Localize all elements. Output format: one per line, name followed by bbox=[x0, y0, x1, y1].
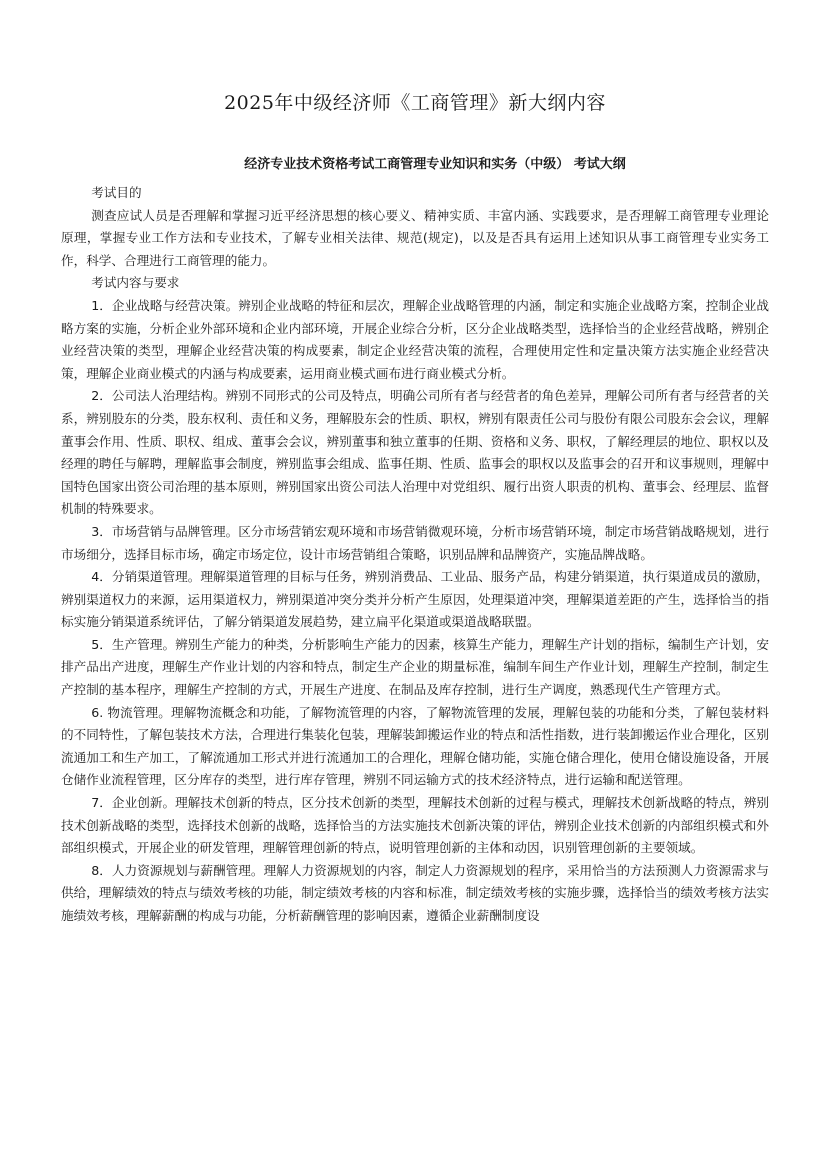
content-item-text: 辨别生产能力的种类，分析影响生产能力的因素，核算生产能力，理解生产计划的指标，编制生产计划，安排产品出产进度，理解生产作业计划的内容和特点，制定生产企业的期量标准，编制车间生产作业计划，理解生产控制，制定生产控制的基本程序，理解生产控制的方式，开展生产进度、在制品及库存控制，进行生产调度，熟悉现代生产管理方式。 bbox=[61, 636, 770, 698]
section-heading-purpose: 考试目的 bbox=[91, 185, 142, 200]
content-item-text: 理解物流概念和功能，了解物流管理的内容，了解物流管理的发展，理解包装的功能和分类，了解包装材料的不同特性，了解包装技术方法，合理进行集装化包装，理解装卸搬运作业的特点和活性指数，进行装卸搬运作业合理化，区别流通加工和生产加工，了解流通加工形式并进行流通加工的合理化，理解仓储功能，实施仓储合理化，使用仓储设施设备，开展仓储作业流程管理，区分库存的类型，进行库存管理，辨别不同运输方式的技术经济特点，进行运输和配送管理。 bbox=[61, 704, 769, 788]
content-item bbox=[61, 566, 769, 634]
content-item-text: 辨别企业战略的特征和层次，理解企业战略管理的内涵，制定和实施企业战略方案，控制企业战略方案的实施，分析企业外部环境和企业内部环境，开展企业综合分析，区分企业战略类型，选择恰当的企业经营战略，辨别企业经营决策的类型，理解企业经营决策的构成要素，制定企业经营决策的流程，合理使用定性和定量决策方法实施企业经营决策，理解企业商业模式的内涵与构成要素，运用商业模式画布进行商业模式分析。 bbox=[61, 297, 769, 381]
document-title: 2025年中级经济师《工商管理》新大纲内容 bbox=[224, 92, 606, 114]
content-item bbox=[61, 634, 769, 702]
document-subtitle: 经济专业技术资格考试工商管理专业知识和实务（中级） 考试大纲 bbox=[244, 157, 626, 172]
content-item-text: 理解渠道管理的目标与任务，辨别消费品、工业品、服务产品，构建分销渠道，执行渠道成员的激励，辨别渠道权力的来源，运用渠道权力，辨别渠道冲突分类并分析产生原因，处理渠道冲突，理解渠道差距的产生，选择恰当的指标实施分销渠道系统评估，了解分销渠道发展趋势，建立扁平化渠道或渠道战略联盟。 bbox=[61, 569, 770, 630]
content-item-title: 7．企业创新。 bbox=[91, 795, 176, 811]
content-item-text: 区分市场营销宏观环境和市场营销微观环境，分析市场营销环境，制定市场营销战略规划，进行市场细分，选择目标市场，确定市场定位，设计市场营销组合策略，识别品牌和品牌资产，实施品牌战略。 bbox=[61, 523, 769, 562]
content-item bbox=[61, 792, 769, 860]
content-item bbox=[61, 702, 769, 792]
content-item-text: 理解技术创新的特点，区分技术创新的类型，理解技术创新的过程与模式，理解技术创新战略的特点，辨别技术创新战略的类型，选择技术创新的战略，选择恰当的方法实施技术创新决策的评估，辨别企业技术创新的内部组织模式和外部组织模式，开展企业的研发管理，理解管理创新的特点，说明管理创新的主体和动因，识别管理创新的主要领域。 bbox=[61, 795, 770, 856]
content-item-text: 辨别不同形式的公司及特点，明确公司所有者与经营者的角色差异，理解公司所有者与经营者的关系，辨别股东的分类，股东权利、责任和义务，理解股东会的性质、职权，辨别有限责任公司与股份有限公司股东会会议，理解董事会作用、性质、职权、组成、董事会会议，辨别董事和独立董事的任期、资格和义务、职权，了解经理层的地位、职权以及经理的聘任与解聘，理解监事会制度，辨别监事会组成、监事任期、性质、监事会的职权以及监事会的召开和议事规则，理解中国特色国家出资公司治理的基本原则，辨别国家出资公司法人治理中对党组织、履行出资人职责的机构、董事会、经理层、监督机制的特殊要求。 bbox=[61, 388, 770, 517]
section-text-purpose: 测查应试人员是否理解和掌握习近平经济思想的核心要义、精神实质、丰富内涵、实践要求，是否理解工商管理专业理论原理，掌握专业工作方法和专业技术，了解专业相关法律、规范(规定)，以及是否具有运用上述知识从事工商管理专业实务工作，科学、合理进行工商管理的能力。 bbox=[61, 207, 769, 268]
content-item bbox=[61, 521, 769, 566]
section-heading-content: 考试内容与要求 bbox=[91, 275, 180, 291]
content-item-title: 1．企业战略与经营决策。 bbox=[91, 297, 239, 313]
content-item-title: 2．公司法人治理结构。 bbox=[91, 388, 226, 404]
document-page bbox=[61, 88, 769, 928]
content-item-title: 8．人力资源规划与薪酬管理。 bbox=[91, 862, 264, 878]
content-item-title: 3．市场营销与品牌管理。 bbox=[91, 523, 239, 539]
content-item-title: 6. 物流管理。 bbox=[91, 704, 172, 720]
content-item-title: 4．分销渠道管理。 bbox=[91, 569, 201, 585]
content-item bbox=[61, 295, 769, 385]
content-item bbox=[61, 860, 769, 928]
content-item bbox=[61, 385, 769, 521]
content-item-title: 5．生产管理。 bbox=[91, 636, 176, 652]
content-item-text: 理解人力资源规划的内容，制定人力资源规划的程序，采用恰当的方法预测人力资源需求与供给，理解绩效的特点与绩效考核的功能，制定绩效考核的内容和标准，制定绩效考核的实施步骤，选择恰当的绩效考核方法实施绩效考核，理解薪酬的构成与功能，分析薪酬管理的影响因素，遵循企业薪酬制度设 bbox=[61, 862, 770, 923]
